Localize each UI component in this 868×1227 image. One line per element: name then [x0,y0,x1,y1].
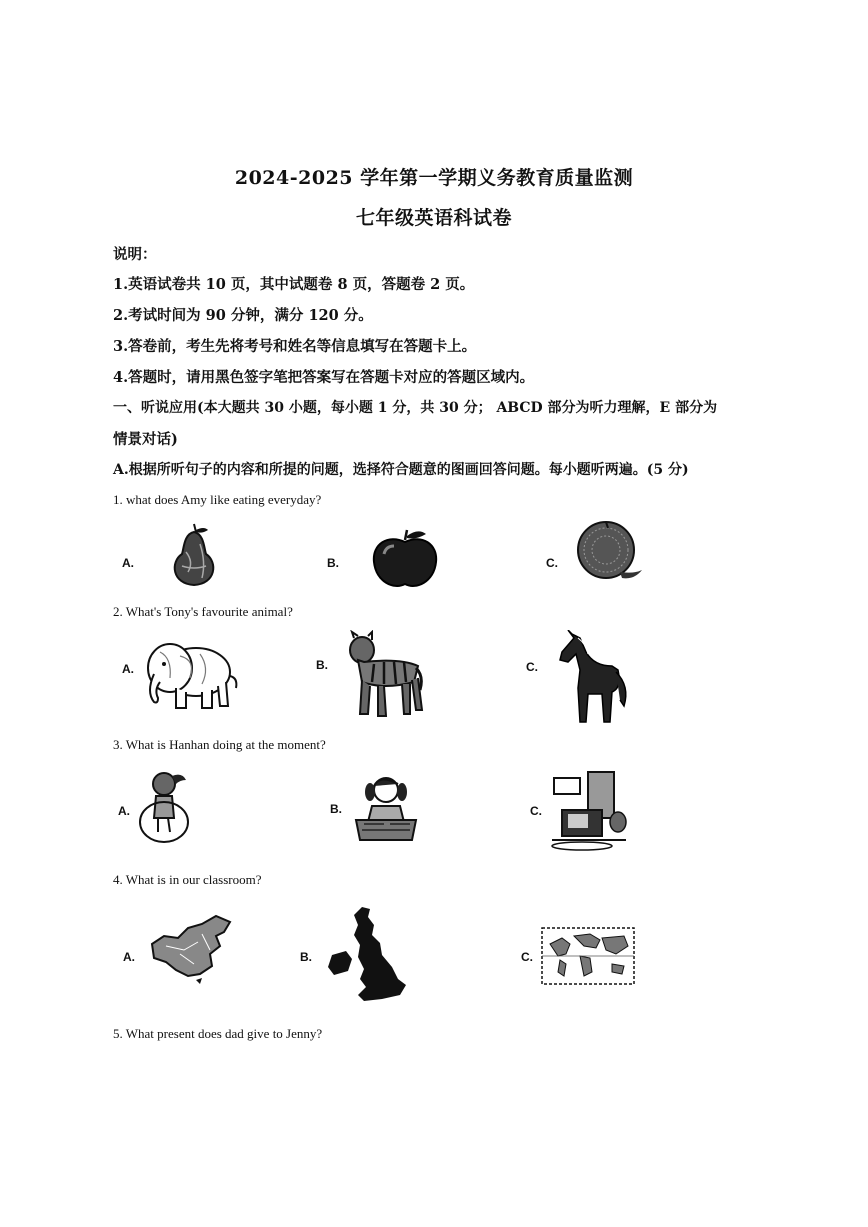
option-label[interactable]: C. [546,556,558,570]
apple-icon[interactable] [370,528,440,590]
option-label[interactable]: C. [521,950,533,964]
option-label[interactable]: C. [526,660,538,674]
option-label[interactable]: A. [123,950,135,964]
note-item: 1.英语试卷共 10 页，其中试题卷 8 页，答题卷 2 页。 [113,276,475,293]
china-map-icon[interactable] [144,914,236,986]
option-label[interactable]: A. [122,556,134,570]
question-4: 4. What is in our classroom? [113,872,262,887]
girl-skipping-rope-icon[interactable] [136,770,196,846]
orange-icon[interactable] [572,520,644,582]
tiger-icon[interactable] [344,630,424,720]
section-heading: 一、听说应用(本大题共 30 小题，每小题 1 分，共 30 分； ABCD 部分为听力理解，E 部分为 [113,400,718,416]
note-item: 2.考试时间为 90 分钟，满分 120 分。 [113,307,373,324]
uk-map-icon[interactable] [322,905,412,1005]
question-5: 5. What present does dad give to Jenny? [113,1026,323,1041]
option-label[interactable]: B. [330,802,342,816]
option-label[interactable]: B. [316,658,328,672]
question-1: 1. what does Amy like eating everyday? [113,492,322,507]
world-map-icon[interactable] [540,926,636,986]
exam-title: 2024-2025 学年第一学期义务教育质量监测 [234,167,634,189]
option-label[interactable]: C. [530,804,542,818]
notes-heading: 说明： [113,246,157,263]
elephant-icon[interactable] [140,638,240,712]
pear-icon[interactable] [166,522,222,588]
option-label[interactable]: A. [118,804,130,818]
option-label[interactable]: B. [327,556,339,570]
computer-desk-icon[interactable] [548,770,630,852]
exam-subtitle: 七年级英语科试卷 [355,207,512,229]
note-item: 3.答卷前，考生先将考号和姓名等信息填写在答题卡上。 [113,338,477,355]
part-a-instructions: A.根据所听句子的内容和所提的问题，选择符合题意的图画回答问题。每小题听两遍。(5 分) [113,462,689,478]
girl-reading-icon[interactable] [350,772,422,844]
note-item: 4.答题时，请用黑色签字笔把答案写在答题卡对应的答题区域内。 [113,369,535,386]
question-2: 2. What's Tony's favourite animal? [113,604,293,619]
section-heading-cont: 情景对话) [113,431,178,448]
horse-icon[interactable] [552,630,632,726]
question-3: 3. What is Hanhan doing at the moment? [113,737,326,752]
option-label[interactable]: B. [300,950,312,964]
option-label[interactable]: A. [122,662,134,676]
